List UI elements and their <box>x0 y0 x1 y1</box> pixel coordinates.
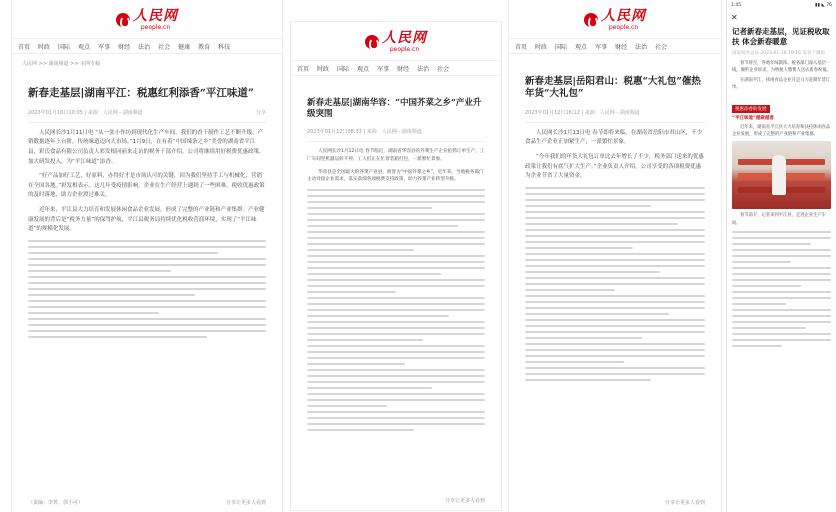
nav-item[interactable]: 教育 <box>198 43 211 51</box>
nav-item[interactable]: 法治 <box>635 43 648 51</box>
nav-item[interactable]: 军事 <box>595 43 608 51</box>
close-icon[interactable]: ✕ <box>731 13 738 22</box>
logo-cn-text: 人民网 <box>133 8 178 24</box>
article-page-huarong <box>291 22 501 510</box>
nav-item[interactable]: 财经 <box>615 43 628 51</box>
mobile-paragraph: 春节将至，各地年味渐浓。税务部门深入基层一线，倾听企业诉求，为纳税人缴费人送去新春祝福。 <box>732 60 831 73</box>
article-meta <box>28 105 266 123</box>
nav-item[interactable]: 法治 <box>138 43 151 51</box>
status-bar <box>727 0 836 11</box>
nav-item[interactable]: 观点 <box>78 43 91 51</box>
share-footer-link[interactable]: 分享让更多人看到 <box>444 498 485 504</box>
article-title: 新春走基层|岳阳君山：税惠“大礼包”催热年货“大礼包” <box>525 76 701 100</box>
site-logo[interactable] <box>291 22 501 56</box>
article-body-continued <box>12 240 282 338</box>
nav-item[interactable]: 社会 <box>158 43 171 51</box>
article-paragraph: 人民网长沙1月12日电 春节临近，湖南省华容县的芥菜生产企业抢抓订单生产，工厂车间里机器运转不停，工人们正在忙着装箱打包，一派繁忙景象。 <box>307 149 485 162</box>
article-title: 新春走基层|湖南平江：税惠红利添香“平江味道” <box>28 87 254 99</box>
article-paragraph: 人民网长沙1月11日电 “从一张小作坊到现代化生产车间，我们的香干制作工艺不断升级，产销数据逐年上台阶，传统味道迈向大市场。”1月9日，在有着“中国辣条之乡”美誉的湖南省平江县，彩氏食品有限公司负责人彩发根同前来走访的税务干部介绍，公司将继续用好税费优惠政策，加大研发投入，为“平江味道”添香。 <box>28 129 265 165</box>
nav-item[interactable]: 财经 <box>397 65 410 73</box>
article-date: 2023年01月12日08:33 | 来源：人民网－湖南频道 <box>307 129 422 136</box>
nav-item[interactable]: 科技 <box>218 43 231 51</box>
nav-item[interactable]: 军事 <box>377 65 390 73</box>
article-footer <box>525 499 705 506</box>
article-footer <box>307 497 485 504</box>
nav-item[interactable]: 首页 <box>18 43 31 51</box>
mobile-article-panel <box>727 0 836 512</box>
factory-photo <box>732 141 831 209</box>
article-page-junshan <box>509 0 721 512</box>
article-paragraph: 近年来，平江县大力培育和发展休闲食品企业发展，形成了完整的产业链和产业集群。产业健康发展的背后是“税务力量”的保驾护航，平江县税务局持续优化税收营商环境，实现了“平江味道”的规模化发展。 <box>28 207 265 233</box>
main-nav <box>509 38 721 54</box>
worker-figure <box>772 155 786 195</box>
article-date: 2023年01月12日16:12 | 来源：人民网－湖南频道 <box>525 109 640 116</box>
mobile-paragraph: 春节前夕，记者来到平江县，走进企业生产车间。 <box>732 213 826 226</box>
nav-item[interactable]: 财经 <box>118 43 131 51</box>
mobile-body-continued <box>727 231 836 347</box>
breadcrumb[interactable]: 人民网 >> 湖南频道 >> 本网专稿 <box>22 61 101 67</box>
article-paragraph: “今年我们的年货大礼包订单比去年增长了不少，税务部门送来的优惠政策让我们有底气扩大生产。”企业负责人介绍，公司享受的各项税费优惠为企业节省了大量资金。 <box>525 153 704 180</box>
mobile-article-title: 记者新春走基层，见证税收取扶 体会新春暖意 <box>732 27 830 46</box>
editor-credit: （责编：李菁、郭小可） <box>28 500 84 506</box>
logo-cn-text: 人民网 <box>601 8 646 24</box>
status-icons: ▮▮ ◣ 76 <box>814 3 832 8</box>
nav-item[interactable]: 军事 <box>98 43 111 51</box>
nav-item[interactable]: 社会 <box>437 65 450 73</box>
nav-item[interactable]: 国际 <box>58 43 71 51</box>
mobile-article-meta: 国家税务总局 2023-01-18 19:16 发表于湖南 <box>732 50 825 56</box>
nav-item[interactable]: 国际 <box>337 65 350 73</box>
nav-item[interactable]: 国际 <box>555 43 568 51</box>
status-time: 1:45 <box>731 3 742 8</box>
section-subtitle: “平江味道”越做越香 <box>732 115 774 121</box>
site-logo[interactable] <box>509 0 721 34</box>
logo-mark-icon <box>365 35 379 49</box>
logo-mark-icon <box>116 13 130 27</box>
site-logo[interactable] <box>12 0 282 34</box>
nav-item[interactable]: 健康 <box>178 43 191 51</box>
article-footer <box>28 499 266 506</box>
nav-item[interactable]: 首页 <box>515 43 528 51</box>
mobile-paragraph: 在湖南平江，休闲食品企业开足马力赶制年货订单。 <box>732 78 831 91</box>
logo-en-text: people.cn <box>389 46 420 53</box>
article-date: 2023年01月10日10:05 | 来源：人民网－湖南频道 <box>28 109 143 116</box>
article-meta <box>525 105 705 123</box>
logo-en-text: people.cn <box>608 24 639 31</box>
main-nav <box>291 60 501 76</box>
main-nav <box>12 38 282 54</box>
nav-item[interactable]: 法治 <box>417 65 430 73</box>
share-footer-link[interactable]: 分享让更多人看到 <box>664 500 705 506</box>
article-paragraph: 人民网长沙1月13日电 春节即将来临，在湖南省岳阳市君山区，不少食品生产企业正加紧生产，一派繁忙景象。 <box>525 129 703 146</box>
section-label: 税惠添香助发展 <box>732 105 770 113</box>
mobile-paragraph: 近年来，湖南省平江县大力培育和扶持休闲食品企业发展，形成了完整的产业链和产业集群。 <box>732 124 831 137</box>
article-body-continued <box>291 189 501 431</box>
nav-item[interactable]: 观点 <box>357 65 370 73</box>
nav-item[interactable]: 社会 <box>655 43 668 51</box>
share-footer-link[interactable]: 分享让更多人看到 <box>225 500 266 506</box>
article-meta <box>307 124 485 142</box>
article-body-continued <box>509 187 721 381</box>
logo-mark-icon <box>584 13 598 27</box>
nav-item[interactable]: 观点 <box>575 43 588 51</box>
article-paragraph: “好产品加好工艺，好原料，办得好才是市场认可的关键，因为我们坚持手工与机械化，营销在全国各地。”彩发根表示。这几年受疫情影响，企业在生产经营上遇到了一些困难，税收优惠政策的及时落地，助力企业渡过难关。 <box>28 173 265 199</box>
nav-item[interactable]: 时政 <box>535 43 548 51</box>
article-title: 新春走基层|湖南华容：“中国芥菜之乡”产业升级突围 <box>307 98 482 120</box>
nav-item[interactable]: 时政 <box>38 43 51 51</box>
article-paragraph: 华容县是全国最大的芥菜产业县，被誉为“中国芥菜之乡”。近年来，当地税务部门主动对接企业需求，落实落细各项税费支持政策，助力芥菜产业转型升级。 <box>307 169 484 183</box>
nav-item[interactable]: 时政 <box>317 65 330 73</box>
share-link[interactable]: 分享 <box>255 109 266 116</box>
logo-en-text: people.cn <box>140 24 171 31</box>
article-page-pingjiang <box>12 0 282 512</box>
logo-cn-text: 人民网 <box>382 30 427 46</box>
nav-item[interactable]: 首页 <box>297 65 310 73</box>
